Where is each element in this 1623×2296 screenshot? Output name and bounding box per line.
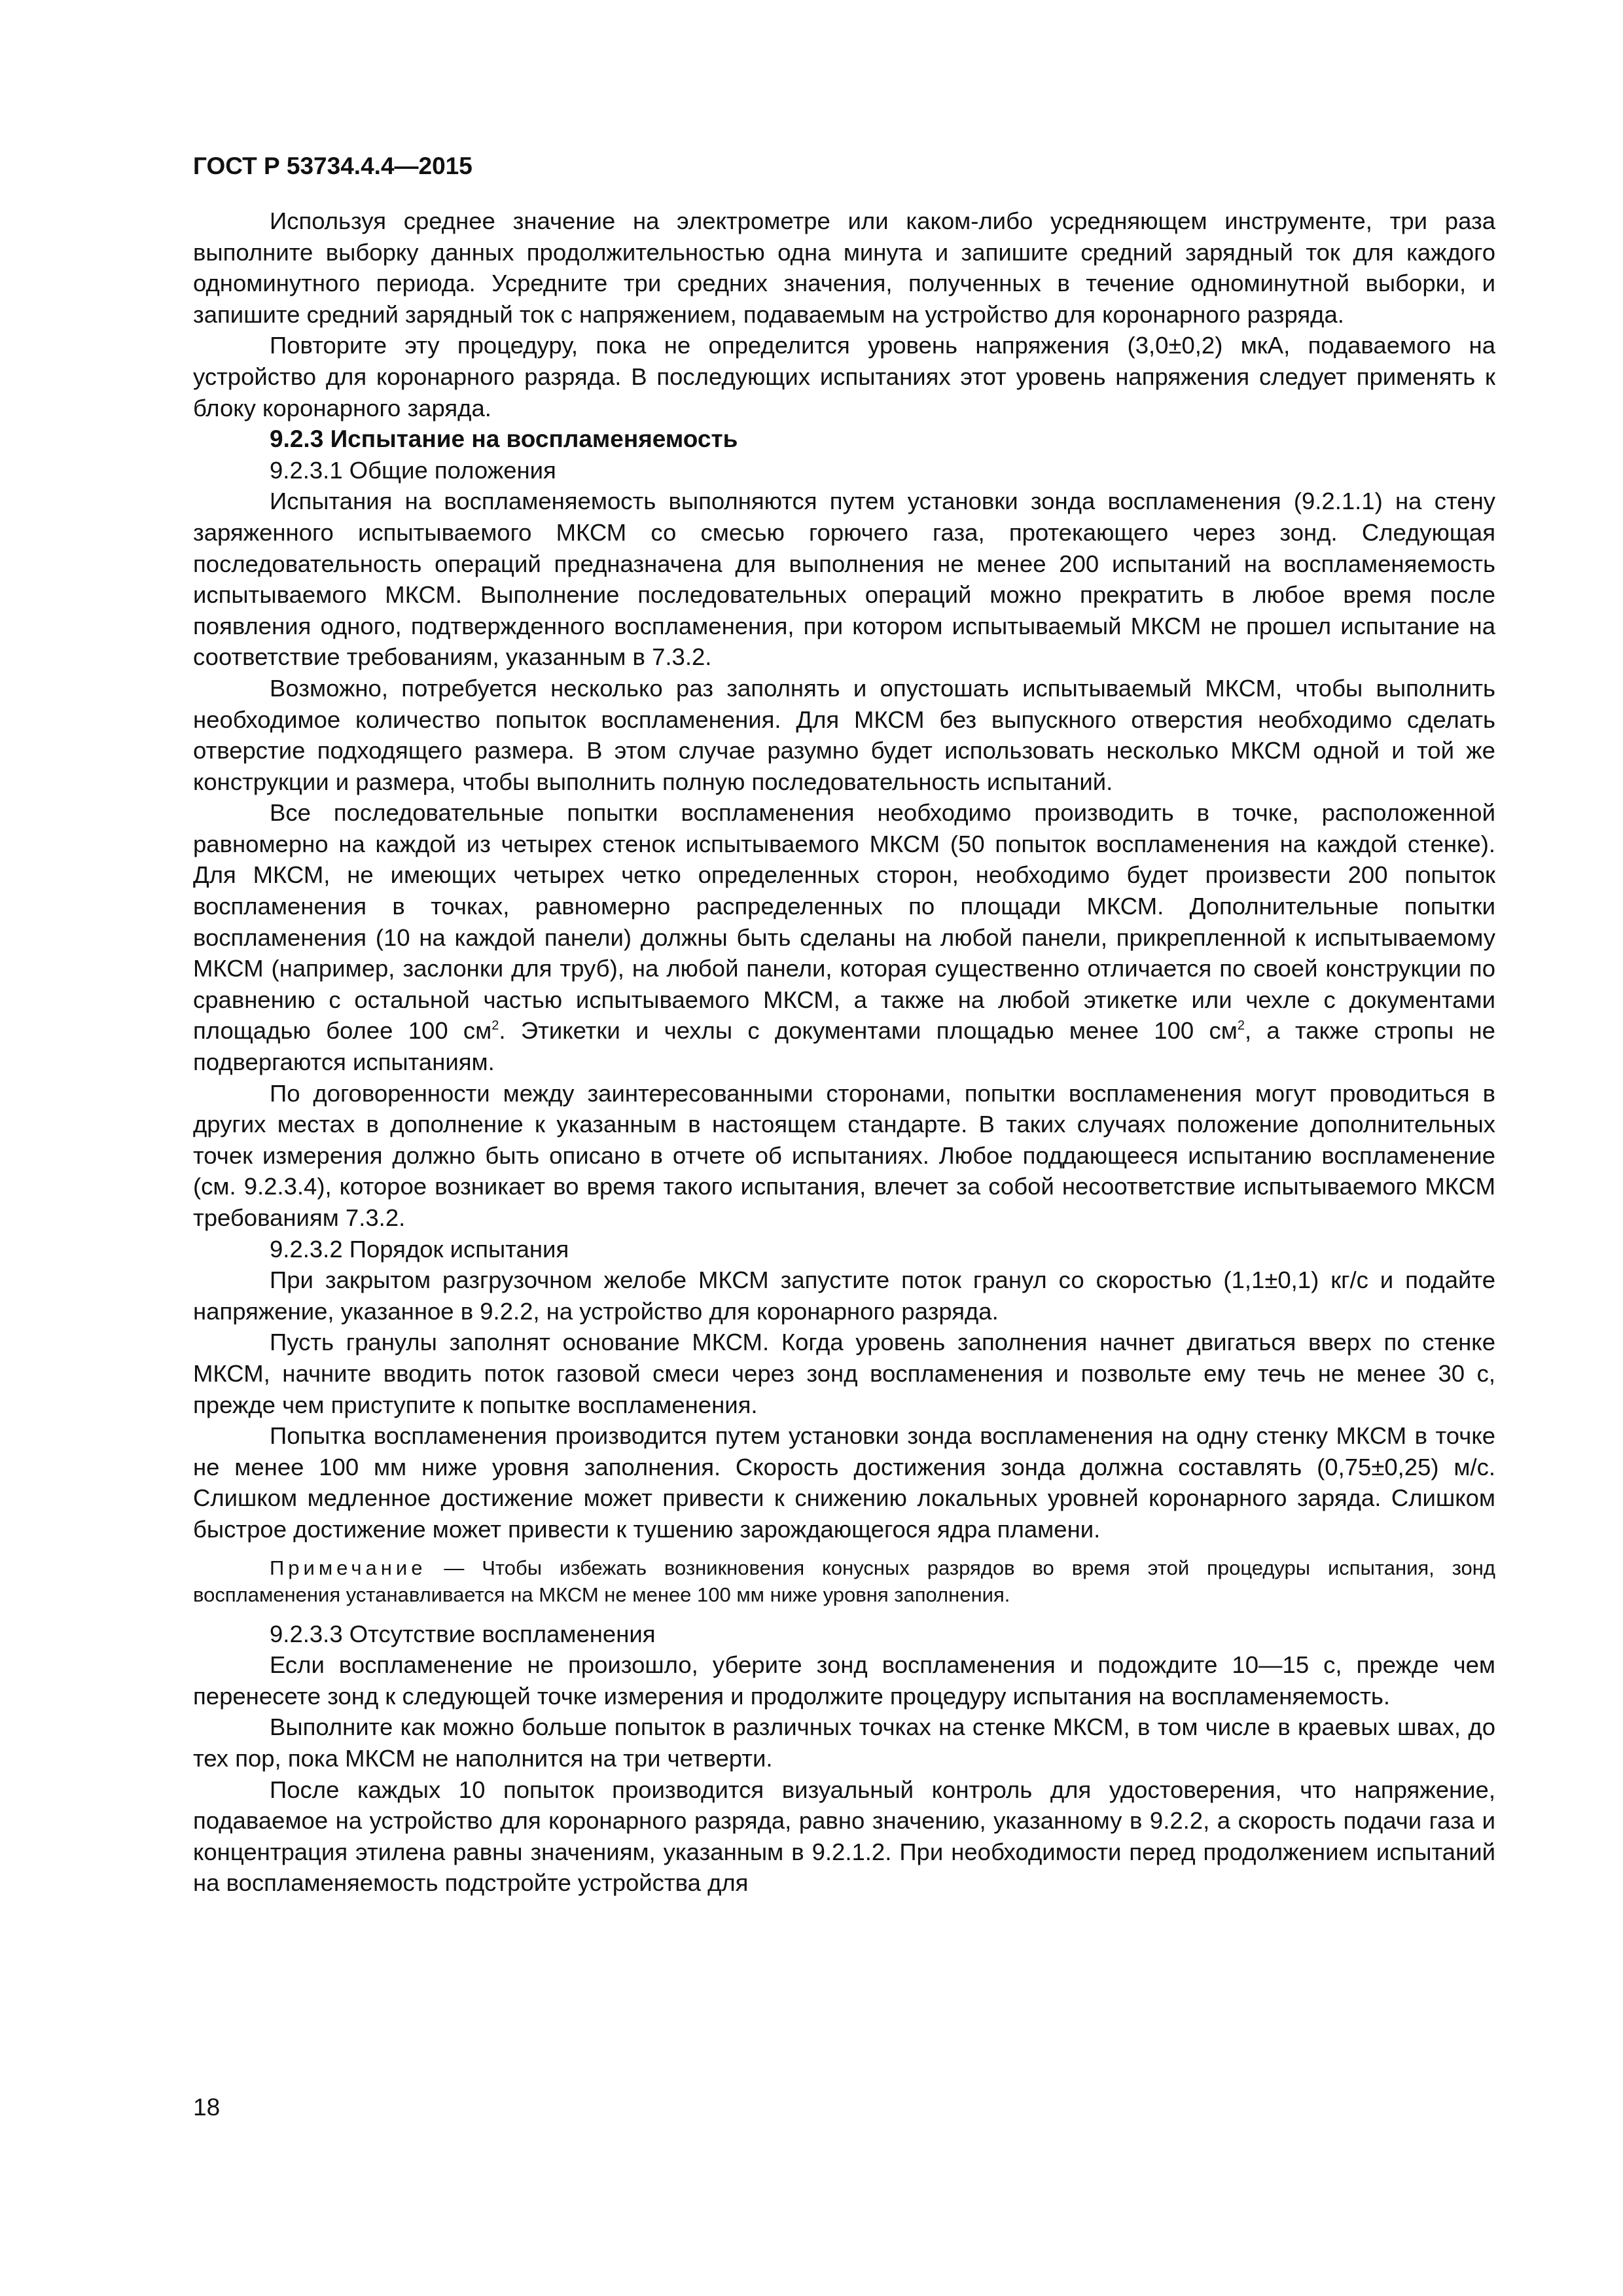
paragraph-no-ignition: Если воспламенение не произошло, уберите зонд воспламенения и подождите 10—15 с, прежде чем перенесете зонд к следующей точке измерения и продолжите процедуру испытания на воспламеняемость.: [193, 1651, 1495, 1710]
paragraph-text-part: , а также стропы не подвергаются испытаниям.: [193, 1017, 1495, 1076]
note-text: — Чтобы избежать возникновения конусных разрядов во время этой процедуры испытания, зонд воспламенения устанавливается на МКСМ не менее 100 мм ниже уровня заполнения.: [193, 1556, 1495, 1606]
paragraph-text-part: Все последовательные попытки воспламенения необходимо производить в точке, расположенной равномерно на каждой из четырех стенок испытываемого МКСМ (50 попыток воспламенения на каждой стенке). Для МКСМ, не имеющих четырех четко определенных сторон, необходимо будет произвести 200 попыток воспламенения в точках, равномерно распределенных по площади МКСМ. Дополнительные попытки воспламенения (10 на каждой панели) должны быть сделаны на любой панели, прикрепленной к испытываемому МКСМ (например, заслонки для труб), на любой панели, которая существенно отличается по своей конструкции по сравнению с остальной частью испытываемого МКСМ, а также на любой этикетке или чехле с документами площадью более 100 см: [193, 799, 1495, 1045]
paragraph-text-part: . Этикетки и чехлы с документами площадью менее 100 см: [499, 1017, 1238, 1045]
section-heading-9-2-3: 9.2.3 Испытание на воспламеняемость: [270, 425, 738, 453]
note-label: Примечание: [270, 1556, 427, 1579]
subsection-heading-9-2-3-2: 9.2.3.2 Порядок испытания: [270, 1235, 569, 1263]
paragraph-agreement: По договоренности между заинтересованными сторонами, попытки воспламенения могут проводиться в других местах в дополнение к указанным в настоящем стандарте. В таких случаях положение дополнительных точек измерения должно быть описано в отчете об испытаниях. Любое поддающееся испытанию воспламенение (см. 9.2.3.4), которое возникает во время такого испытания, влечет за собой несоответствие испытываемого МКСМ требованиям 7.3.2.: [193, 1079, 1495, 1231]
paragraph-ignition-probe: Попытка воспламенения производится путем установки зонда воспламенения на одну стенку МКСМ в точке не менее 100 мм ниже уровня заполнения. Скорость достижения зонда должна составлять (0,75±0,25) м/с. Слишком медленное достижение может привести к снижению локальных уровней коронарного заряда. Слишком быстрое достижение может привести к тушению зарождающегося ядра пламени.: [193, 1422, 1495, 1543]
superscript: 2: [491, 1018, 499, 1033]
paragraph-fill-empty: Возможно, потребуется несколько раз заполнять и опустошать испытываемый МКСМ, чтобы выполнить необходимое количество попыток воспламенения. Для МКСМ без выпускного отверстия необходимо сделать отверстие подходящего размера. В этом случае разумно будет использовать несколько МКСМ одной и той же конструкции и размера, чтобы выполнить полную последовательность испытаний.: [193, 674, 1495, 795]
subsection-heading-9-2-3-1: 9.2.3.1 Общие положения: [270, 456, 556, 484]
document-header: ГОСТ Р 53734.4.4—2015: [193, 152, 473, 179]
subsection-heading-9-2-3-3: 9.2.3.3 Отсутствие воспламенения: [270, 1620, 656, 1647]
paragraph-more-attempts: Выполните как можно больше попыток в различных точках на стенке МКСМ, в том числе в краевых швах, до тех пор, пока МКСМ не наполнится на три четверти.: [193, 1713, 1495, 1772]
paragraph-visual-control: После каждых 10 попыток производится визуальный контроль для удостоверения, что напряжение, подаваемое на устройство для коронарного разряда, равно значению, указанному в 9.2.2, а скорость подачи газа и концентрация этилена равны значениям, указанным в 9.2.1.2. При необходимости перед продолжением испытаний на воспламеняемость подстройте устройства для: [193, 1776, 1495, 1897]
paragraph-averaging: Используя среднее значение на электрометре или каком-либо усредняющем инструменте, три раза выполните выборку данных продолжительностью одна минута и запишите средний зарядный ток для каждого одноминутного периода. Усредните три средних значения, полученных в течение одноминутной выборки, и запишите средний зарядный ток с напряжением, подаваемым на устройство для коронарного разряда.: [193, 207, 1495, 328]
paragraph-fill-base: Пусть гранулы заполнят основание МКСМ. Когда уровень заполнения начнет двигаться вверх по стенке МКСМ, начните вводить поток газовой смеси через зонд воспламенения и позвольте ему течь не менее 30 с, прежде чем приступите к попытке воспламенения.: [193, 1329, 1495, 1418]
document-page: [193, 151, 1495, 1899]
paragraph-granule-flow: При закрытом разгрузочном желобе МКСМ запустите поток гранул со скоростью (1,1±0,1) кг/с и подайте напряжение, указанное в 9.2.2, на устройство для коронарного разряда.: [193, 1266, 1495, 1325]
paragraph-repeat-procedure: Повторите эту процедуру, пока не определится уровень напряжения (3,0±0,2) мкА, подаваемого на устройство для коронарного разряда. В последующих испытаниях этот уровень напряжения следует применять к блоку коронарного заряда.: [193, 332, 1495, 422]
paragraph-ignition-attempts: [193, 797, 1495, 1077]
paragraph-flammability-tests: Испытания на воспламеняемость выполняются путем установки зонда воспламенения (9.2.1.1) на стену заряженного испытываемого МКСМ со смесью горючего газа, протекающего через зонд. Следующая последовательность операций предназначена для выполнения не менее 200 испытаний на воспламеняемость испытываемого МКСМ. Выполнение последовательных операций можно прекратить в любое время после появления одного, подтвержденного воспламенения, при котором испытываемый МКСМ не прошел испытание на соответствие требованиям, указанным в 7.3.2.: [193, 488, 1495, 671]
note: [193, 1554, 1495, 1608]
superscript: 2: [1237, 1018, 1245, 1033]
page-number: 18: [193, 2094, 221, 2121]
